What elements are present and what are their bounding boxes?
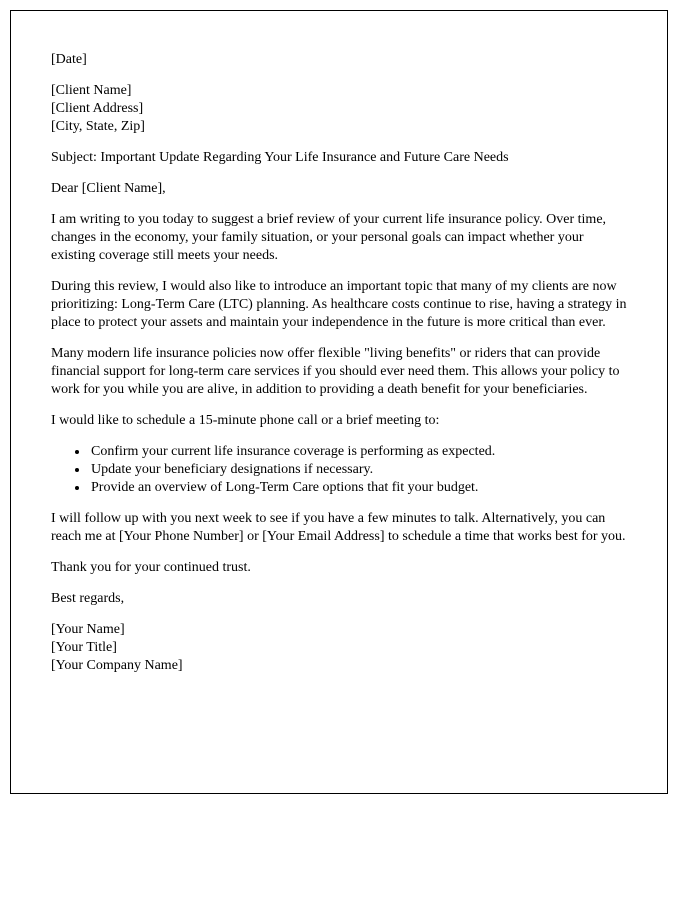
signature-title-line: [Your Title] [51,640,117,655]
signature-name-line: [Your Name] [51,622,125,637]
recipient-city-state-zip-line: [City, State, Zip] [51,119,145,134]
paragraph-policy-review: I am writing to you today to suggest a brief review of your current life insurance policy. Over time, changes in the economy, your family situation, or your personal goals can impact whether your existing coverage still meets your needs. [51,212,607,263]
bullet-item-coverage: • Confirm your current life insurance coverage is performing as expected. [89,443,629,461]
paragraph-thank-you: Thank you for your continued trust. [51,560,251,575]
recipient-name-line: [Client Name] [51,83,132,98]
paragraph-follow-up: I will follow up with you next week to see if you have a few minutes to talk. Alternatively, you can reach me at [Your Phone Number] or [Your Email Address] to schedule a time that works best for you. [51,511,626,544]
bullet-item-ltc-options: • Provide an overview of Long-Term Care options that fit your budget. [89,479,629,497]
bullet-item-beneficiary: • Update your beneficiary designations if necessary. [89,461,629,479]
salutation-line: Dear [Client Name], [51,181,166,196]
subject-line: Subject: Important Update Regarding Your Life Insurance and Future Care Needs [51,150,509,165]
paragraph-ltc-intro: During this review, I would also like to introduce an important topic that many of my clients are now prioritizing: Long-Term Care (LTC) planning. As healthcare costs continue to rise, having a strategy in place to protect your assets and maintain your independence in the future is more critical than ever. [51,279,627,330]
paragraph-meeting-request: I would like to schedule a 15-minute phone call or a brief meeting to: [51,413,440,428]
sign-off-line: Best regards, [51,591,125,606]
signature-block [51,621,629,675]
letter-body [11,11,667,675]
date-line: [Date] [51,52,87,67]
recipient-address-line: [Client Address] [51,101,144,116]
recipient-block [51,82,629,136]
letter-page [10,10,668,794]
bullet-list [51,443,629,497]
paragraph-living-benefits: Many modern life insurance policies now offer flexible "living benefits" or riders that can provide financial support for long-term care services if you should ever need them. This allows your policy to work for you while you are alive, in addition to providing a death benefit for your beneficiaries. [51,346,620,397]
date-block [51,51,629,69]
signature-company-line: [Your Company Name] [51,658,183,673]
